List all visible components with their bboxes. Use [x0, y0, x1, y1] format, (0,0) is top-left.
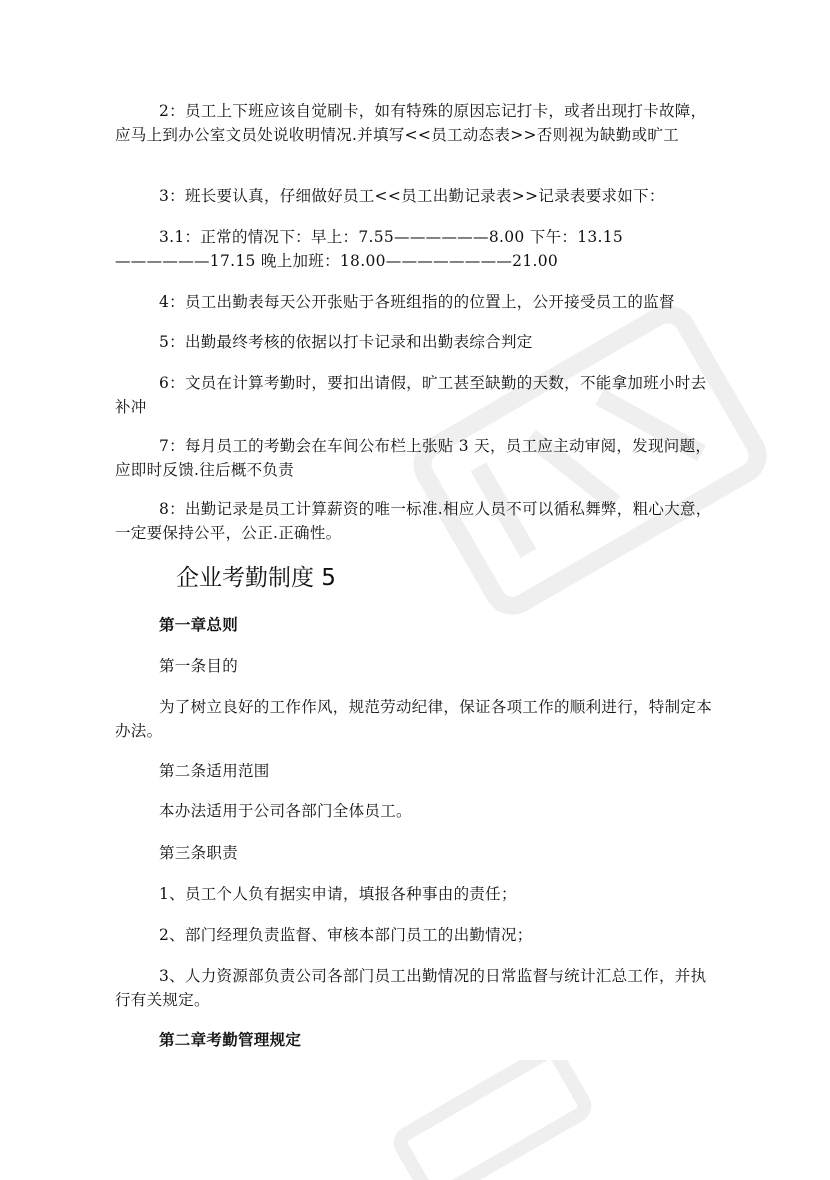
paragraph-3-1: 3.1：正常的情况下：早上：7.55——————8.00 下午：13.15——————17.15 晚上加班：18.00————————21.00 [115, 228, 624, 270]
section-title: 企业考勤制度 5 [176, 565, 336, 591]
paragraph-2: 2：员工上下班应该自觉刷卡，如有特殊的原因忘记打卡，或者出现打卡故障，应马上到办公室文员处说收明情况.并填写<<员工动态表>>否则视为缺勤或旷工 [115, 102, 707, 144]
duty-1: 1、员工个人负有据实申请，填报各种事由的责任； [159, 885, 517, 903]
paragraph-5: 5：出勤最终考核的依据以打卡记录和出勤表综合判定 [159, 333, 533, 351]
chapter-1-heading: 第一章总则 [159, 616, 239, 634]
article-3-title: 第三条职责 [159, 844, 239, 862]
article-2-body: 本办法适用于公司各部门全体员工。 [159, 802, 412, 820]
article-1-body: 为了树立良好的工作作风，规范劳动纪律，保证各项工作的顺利进行，特制定本办法。 [115, 698, 713, 740]
article-2-title: 第二条适用范围 [159, 762, 270, 780]
chapter-2-heading: 第二章考勤管理规定 [159, 1031, 302, 1049]
watermark-bottom-icon [360, 1060, 620, 1180]
article-1-title: 第一条目的 [159, 657, 239, 675]
duty-3: 3、人力资源部负责公司各部门员工出勤情况的日常监督与统计汇总工作，并执行有关规定。 [115, 967, 707, 1009]
paragraph-6: 6：文员在计算考勤时，要扣出请假，旷工甚至缺勤的天数，不能拿加班小时去补冲 [115, 374, 707, 416]
paragraph-7: 7：每月员工的考勤会在车间公布栏上张贴 3 天，员工应主动审阅，发现问题，应即时反馈.往后概不负责 [115, 437, 712, 479]
paragraph-3: 3：班长要认真，仔细做好员工<<员工出勤记录表>>记录表要求如下： [159, 187, 665, 205]
paragraph-8: 8：出勤记录是员工计算薪资的唯一标准.相应人员不可以循私舞弊，粗心大意，一定要保持公平，公正.正确性。 [115, 500, 712, 542]
duty-2: 2、部门经理负责监督、审核本部门员工的出勤情况； [159, 926, 533, 944]
paragraph-4: 4：员工出勤表每天公开张贴于各班组指的的位置上，公开接受员工的监督 [159, 293, 675, 311]
